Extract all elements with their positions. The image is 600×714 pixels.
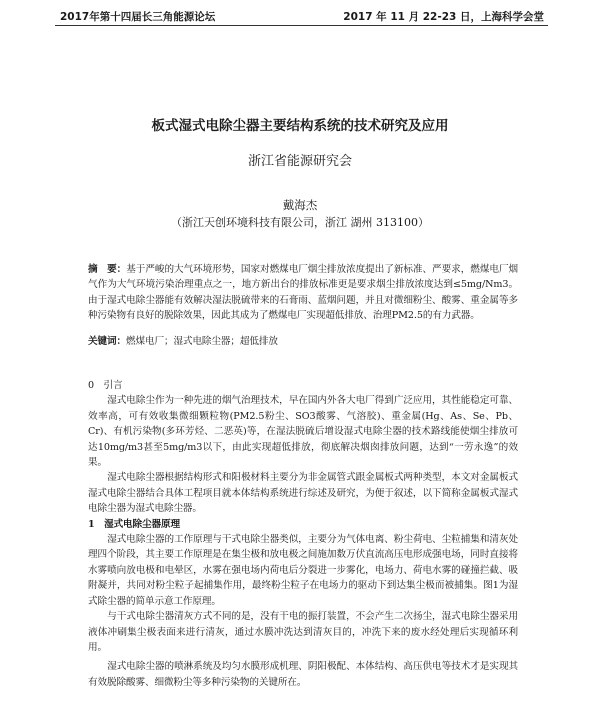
- organization: 浙江省能源研究会: [247, 154, 352, 169]
- section-heading-principle: 1 湿式电除尘器原理: [88, 518, 181, 530]
- abstract: [88, 262, 518, 324]
- header-rule: [55, 25, 548, 26]
- author-affiliation: （浙江天创环境科技有限公司，浙江 湖州 313100）: [171, 216, 429, 229]
- keywords-text: 燃煤电厂；湿式电除尘器；超低排放: [125, 336, 278, 347]
- abstract-label: 摘 要：: [88, 264, 127, 275]
- principle-paragraph-2: 与干式电除尘器清灰方式不同的是，没有干电的振打装置，不会产生二次扬尘，湿式电除尘器采用液体冲刷集尘极表面来进行清灰，通过水膜冲洗达到清灰目的，冲洗下来的废水经处理后实现循环利用。: [88, 611, 518, 653]
- intro-paragraph-2: 湿式电除尘器根据结构形式和阳极材料主要分为非金属管式跟金属板式两种类型，本文对金属板式湿式电除尘器结合具体工程项目就本体结构系统进行综述及研究，为便于叙述，以下简称金属板式湿式电除尘器为湿式电除尘器。: [88, 472, 518, 515]
- running-header-right: 2017 年 11 月 22-23 日，上海科学会堂: [343, 11, 544, 23]
- principle-paragraph-3: 湿式电除尘器的喷淋系统及均匀水膜形成机理、阴阳极配、本体结构、高压供电等技术才是实现其有效脱除酸雾、细微粉尘等多种污染物的关键所在。: [88, 661, 518, 688]
- author-name: 戴海杰: [282, 198, 318, 212]
- keywords: [88, 334, 518, 349]
- intro-paragraph-1: 湿式电除尘作为一种先进的烟气治理技术，早在国内外各大电厂得到广泛应用，其性能稳定可靠、效率高，可有效收集微细颗粒物(PM2.5粉尘、SO3酸雾、气溶胶)、重金属(Hg、As、Se、Pb、Cr)、有机污染物(多环芳烃、二恶英)等，在湿法脱硫后增设湿式电除尘器的技术路线能使烟尘排放可达10mg/m3甚至5mg/m3以下，由此实现超低排放，彻底解决烟囱排放问题，达到“一劳永逸”的效果。: [88, 395, 518, 469]
- running-header-left: 2017年第十四届长三角能源论坛: [60, 11, 216, 23]
- principle-paragraph-1: 湿式电除尘器的工作原理与干式电除尘器类似，主要分为气体电离、粉尘荷电、尘粒捕集和清灰处理四个阶段，其主要工作原理是在集尘极和放电极之间施加数万伏直流高压电形成强电场，同时直接将水雾喷向放电极和电晕区，水雾在强电场内荷电后分裂进一步雾化，电场力、荷电水雾的碰撞拦截、吸附凝并，共同对粉尘粒子起捕集作用，最终粉尘粒子在电场力的驱动下到达集尘极而被捕集。图1为湿式除尘器的简单示意工作原理。: [88, 534, 518, 607]
- abstract-text: 基于严峻的大气环境形势，国家对燃煤电厂烟尘排放浓度提出了新标准、严要求，燃煤电厂烟气作为大气环境污染治理重点之一，地方新出台的排放标准更是要求烟尘排放浓度达到≤5mg/Nm3。由于湿式电除尘器能有效解决湿法脱硫带来的石膏雨、蓝烟问题，并且对微细粉尘、酸雾、重金属等多种污染物有良好的脱除效果，因此其成为了燃煤电厂实现超低排放、治理PM2.5的有力武器。: [88, 264, 518, 322]
- section-heading-intro: 0 引言: [88, 380, 123, 391]
- body-text: [88, 378, 518, 690]
- keywords-label: 关键词：: [88, 336, 126, 347]
- paper-title: 板式湿式电除尘器主要结构系统的技术研究及应用: [151, 118, 449, 134]
